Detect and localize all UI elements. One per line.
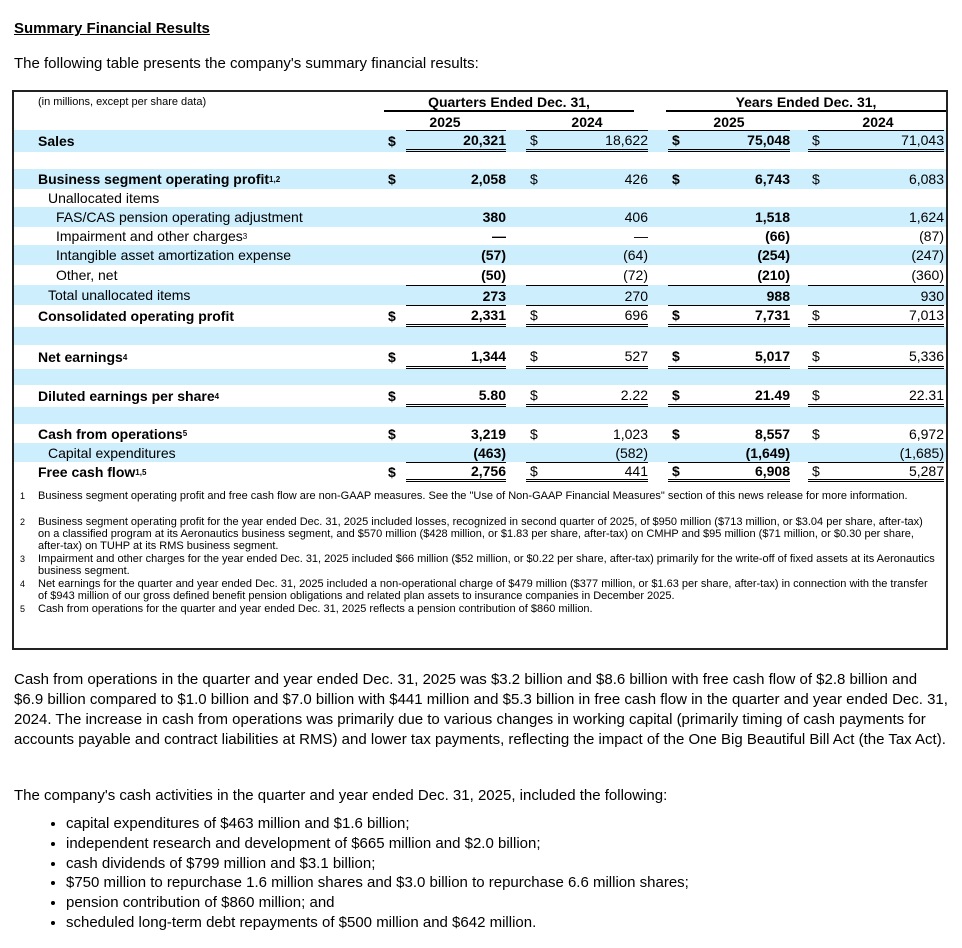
- value-cell: 3,219: [470, 425, 506, 442]
- row-label: [14, 265, 384, 285]
- value-cell: 2,058: [470, 171, 506, 187]
- currency-symbol: [384, 189, 406, 207]
- value-cell: (582): [615, 444, 648, 461]
- value-cell: 20,321: [406, 130, 506, 152]
- currency-symbol: [526, 245, 548, 265]
- column-gap: [506, 462, 526, 482]
- row-label: [14, 189, 384, 207]
- currency-symbol: $: [388, 171, 396, 187]
- row-label: [14, 385, 384, 407]
- value-cell: [690, 189, 790, 207]
- footnote: [20, 578, 935, 602]
- currency-symbol: $: [672, 171, 680, 187]
- column-gap: [790, 207, 808, 227]
- row-label: [14, 130, 384, 152]
- row-label-text: Intangible asset amortization expense: [56, 247, 292, 263]
- column-gap: [790, 305, 808, 327]
- footnote-text: Net earnings for the quarter and year ended Dec. 31, 2025 included a non-operational charge of $479 million ($377 million, or $1.63 per share, after-tax) in connection with the transfer of $943 million of our gross defined benefit pension obligations and related plan assets to insurance companies in December 2025.: [38, 578, 928, 602]
- currency-symbol: $: [808, 305, 830, 327]
- value-cell: (463): [473, 444, 506, 461]
- value-cell: (360): [911, 267, 944, 283]
- row-label-text: Unallocated items: [48, 190, 160, 206]
- currency-symbol: $: [668, 130, 690, 152]
- value-cell: 5,287: [830, 462, 944, 482]
- value-cell: 8,557: [754, 425, 790, 442]
- value-cell: 5.80: [406, 385, 506, 407]
- column-gap: [506, 265, 526, 285]
- currency-symbol: [526, 189, 548, 207]
- currency-symbol: $: [668, 345, 690, 369]
- value-cell: 21.49: [690, 385, 790, 407]
- currency-symbol: $: [388, 425, 396, 442]
- footnote-number: 1: [20, 491, 26, 501]
- value-cell: 75,048: [690, 130, 790, 152]
- currency-symbol: [808, 443, 830, 462]
- currency-symbol: $: [808, 345, 830, 369]
- footnote-ref: 4: [122, 352, 128, 362]
- list-item: • pension contribution of $860 million; and: [66, 893, 689, 913]
- table-row: [14, 130, 946, 152]
- value-cell: 22.31: [830, 385, 944, 407]
- currency-symbol: $: [526, 345, 548, 369]
- column-gap: [506, 424, 526, 443]
- currency-symbol: $: [388, 349, 396, 365]
- row-label: [14, 227, 384, 245]
- currency-symbol: [526, 265, 548, 285]
- table-row: [14, 462, 946, 482]
- table-row: [14, 443, 946, 462]
- row-label: [14, 424, 384, 443]
- footnote: [20, 553, 935, 577]
- footnote: [20, 516, 935, 552]
- value-cell: 273: [406, 285, 506, 305]
- row-label-text: FAS/CAS pension operating adjustment: [56, 209, 303, 225]
- cash-activities-list: [30, 814, 689, 933]
- row-label-text: Business segment operating profit: [38, 171, 270, 187]
- currency-symbol: $: [530, 171, 538, 187]
- column-gap: [506, 345, 526, 369]
- list-item: • independent research and development of $665 million and $2.0 billion;: [66, 834, 689, 854]
- column-gap: [648, 227, 668, 245]
- currency-symbol: $: [668, 305, 690, 327]
- value-cell: (254): [757, 247, 790, 263]
- header-quarters: Quarters Ended Dec. 31,: [384, 94, 634, 112]
- value-cell: 426: [624, 171, 648, 187]
- footnote-number: 4: [20, 579, 26, 589]
- value-cell: 6,083: [908, 171, 944, 187]
- column-gap: [648, 207, 668, 227]
- column-gap: [648, 424, 668, 443]
- column-gap: [506, 227, 526, 245]
- column-gap: [648, 130, 668, 152]
- currency-symbol: [526, 207, 548, 227]
- currency-symbol: [526, 227, 548, 245]
- column-gap: [648, 285, 668, 305]
- value-cell: 6,743: [754, 171, 790, 187]
- currency-symbol: [384, 285, 406, 305]
- value-cell: 6,908: [690, 462, 790, 482]
- value-cell: 7,013: [830, 305, 944, 327]
- list-item: • capital expenditures of $463 million and $1.6 billion;: [66, 814, 689, 834]
- column-gap: [648, 385, 668, 407]
- header-years: Years Ended Dec. 31,: [666, 94, 946, 112]
- column-gap: [790, 169, 808, 189]
- footnote-text: Business segment operating profit for the year ended Dec. 31, 2025 included losses, recognized in second quarter of 2025, of $950 million ($713 million, or $3.04 per share, after-tax) on a classified program at its Aeronautics business segment, and $570 million ($428 million, or $1.83 per share, after-tax) on CMHP and $95 million ($71 million, or $0.30 per share, after-tax) on TUHP at its RMS business segment.: [38, 516, 923, 552]
- currency-symbol: [384, 443, 406, 462]
- currency-symbol: $: [530, 425, 538, 442]
- table-row: [14, 345, 946, 369]
- column-gap: [790, 189, 808, 207]
- row-label-text: Other, net: [56, 267, 118, 283]
- spacer-row: [14, 327, 946, 345]
- column-gap: [506, 245, 526, 265]
- column-gap: [790, 285, 808, 305]
- value-cell: 18,622: [548, 130, 648, 152]
- column-gap: [648, 443, 668, 462]
- column-gap: [790, 345, 808, 369]
- column-gap: [648, 462, 668, 482]
- footnote-ref: 4: [214, 391, 220, 401]
- value-cell: [548, 189, 648, 207]
- currency-symbol: [384, 227, 406, 245]
- value-cell: —: [634, 228, 648, 244]
- currency-symbol: [668, 207, 690, 227]
- currency-symbol: [668, 265, 690, 285]
- value-cell: [830, 189, 944, 207]
- value-cell: 1,344: [406, 345, 506, 369]
- cash-activities-intro: The company's cash activities in the quarter and year ended Dec. 31, 2025, included the following:: [14, 787, 668, 804]
- table-row: [14, 227, 946, 245]
- currency-symbol: $: [388, 308, 396, 324]
- column-gap: [790, 443, 808, 462]
- table-row: [14, 305, 946, 327]
- column-gap: [506, 169, 526, 189]
- header-q2025: 2025: [429, 114, 461, 130]
- value-cell: (1,685): [899, 444, 944, 461]
- currency-symbol: $: [808, 130, 830, 152]
- value-cell: 1,624: [908, 209, 944, 225]
- row-label: [14, 207, 384, 227]
- list-item: • $750 million to repurchase 1.6 million shares and $3.0 billion to repurchase 6.6 million shares;: [66, 873, 689, 893]
- row-label-text: Total unallocated items: [48, 287, 191, 303]
- value-cell: 406: [624, 209, 648, 225]
- value-cell: 527: [548, 345, 648, 369]
- currency-symbol: [668, 443, 690, 462]
- column-gap: [648, 345, 668, 369]
- row-label: [14, 169, 384, 189]
- value-cell: 6,972: [908, 425, 944, 442]
- value-cell: 2,756: [406, 462, 506, 482]
- currency-symbol: [526, 443, 548, 462]
- footnote-text: Impairment and other charges for the year ended Dec. 31, 2025 included $66 million ($52 million, or $0.22 per share, after-tax) primarily for the write-off of fixed assets at its Aeronautics business segment.: [38, 553, 935, 577]
- value-cell: 2,331: [406, 305, 506, 327]
- currency-symbol: [526, 285, 548, 305]
- spacer-row: [14, 152, 946, 169]
- currency-symbol: $: [812, 171, 820, 187]
- value-cell: —: [492, 228, 506, 244]
- column-gap: [790, 245, 808, 265]
- table-row: [14, 169, 946, 189]
- column-gap: [506, 305, 526, 327]
- footnote: [20, 603, 935, 615]
- intro-text: The following table presents the company's summary financial results:: [14, 55, 479, 72]
- value-cell: 988: [690, 285, 790, 305]
- footnote-number: 2: [20, 517, 26, 527]
- column-gap: [790, 462, 808, 482]
- row-label: [14, 443, 384, 462]
- currency-symbol: $: [672, 425, 680, 442]
- value-cell: (57): [481, 247, 506, 263]
- value-cell: 71,043: [830, 130, 944, 152]
- currency-symbol: [384, 245, 406, 265]
- currency-symbol: [808, 227, 830, 245]
- currency-symbol: $: [526, 130, 548, 152]
- currency-symbol: [808, 265, 830, 285]
- currency-symbol: [808, 189, 830, 207]
- value-cell: (87): [919, 228, 944, 244]
- value-cell: (210): [757, 267, 790, 283]
- row-label-text: Sales: [38, 133, 75, 149]
- column-gap: [648, 265, 668, 285]
- value-cell: (247): [911, 247, 944, 263]
- column-gap: [790, 227, 808, 245]
- section-title: Summary Financial Results: [14, 20, 210, 37]
- value-cell: 441: [548, 462, 648, 482]
- list-item: • cash dividends of $799 million and $3.1 billion;: [66, 854, 689, 874]
- value-cell: 7,731: [690, 305, 790, 327]
- header-y2024: 2024: [862, 114, 894, 130]
- currency-symbol: $: [388, 133, 396, 149]
- currency-symbol: [668, 227, 690, 245]
- row-label: [14, 345, 384, 369]
- footnote-ref: 5: [182, 429, 188, 438]
- column-gap: [648, 169, 668, 189]
- row-label: [14, 462, 384, 482]
- row-label-text: Cash from operations: [38, 425, 183, 442]
- column-gap: [506, 189, 526, 207]
- value-cell: 1,518: [754, 209, 790, 225]
- value-cell: [406, 189, 506, 207]
- value-cell: (66): [765, 228, 790, 244]
- table-row: [14, 265, 946, 285]
- currency-symbol: [808, 285, 830, 305]
- currency-symbol: $: [526, 385, 548, 407]
- footnote: [20, 490, 935, 502]
- column-gap: [648, 245, 668, 265]
- row-label-text: Diluted earnings per share: [38, 388, 215, 404]
- column-gap: [506, 385, 526, 407]
- value-cell: 380: [482, 209, 506, 225]
- currency-symbol: $: [812, 425, 820, 442]
- currency-symbol: [384, 265, 406, 285]
- footnote-text: Business segment operating profit and free cash flow are non-GAAP measures. See the "Use of Non-GAAP Financial Measures" section of this news release for more information.: [38, 490, 908, 502]
- currency-symbol: $: [388, 388, 396, 404]
- table-row: [14, 189, 946, 207]
- spacer-row: [14, 369, 946, 385]
- currency-symbol: $: [526, 305, 548, 327]
- spacer-row: [14, 407, 946, 424]
- footnote-number: 3: [20, 554, 26, 564]
- value-cell: (72): [623, 267, 648, 283]
- currency-symbol: [668, 285, 690, 305]
- header-q2024: 2024: [571, 114, 603, 130]
- row-label: [14, 305, 384, 327]
- value-cell: 5,017: [690, 345, 790, 369]
- row-label-text: Capital expenditures: [48, 444, 176, 461]
- currency-symbol: [384, 207, 406, 227]
- footnote-text: Cash from operations for the quarter and year ended Dec. 31, 2025 reflects a pension contribution of $860 million.: [38, 603, 593, 615]
- currency-symbol: [808, 245, 830, 265]
- currency-symbol: $: [808, 385, 830, 407]
- currency-symbol: $: [808, 462, 830, 482]
- currency-symbol: [808, 207, 830, 227]
- value-cell: 696: [548, 305, 648, 327]
- row-label-text: Net earnings: [38, 349, 123, 365]
- column-gap: [506, 130, 526, 152]
- currency-symbol: [668, 189, 690, 207]
- currency-symbol: $: [668, 462, 690, 482]
- currency-symbol: [668, 245, 690, 265]
- table-row: [14, 207, 946, 227]
- table-row: [14, 285, 946, 305]
- header-y2025: 2025: [713, 114, 745, 130]
- column-gap: [506, 207, 526, 227]
- footnote-ref: 1,2: [269, 174, 281, 184]
- column-gap: [790, 130, 808, 152]
- column-gap: [790, 424, 808, 443]
- value-cell: 930: [830, 285, 944, 305]
- footnote-ref: 1,5: [135, 467, 147, 477]
- footnote-ref: 3: [242, 231, 248, 241]
- table-row: [14, 245, 946, 265]
- column-gap: [790, 265, 808, 285]
- column-gap: [506, 443, 526, 462]
- value-cell: 5,336: [830, 345, 944, 369]
- value-cell: 1,023: [612, 425, 648, 442]
- value-cell: 270: [548, 285, 648, 305]
- column-gap: [648, 305, 668, 327]
- currency-symbol: $: [526, 462, 548, 482]
- row-label: [14, 285, 384, 305]
- financial-table: [12, 90, 948, 650]
- row-label: [14, 245, 384, 265]
- footnote-number: 5: [20, 604, 26, 614]
- currency-symbol: $: [388, 464, 396, 480]
- column-gap: [790, 385, 808, 407]
- table-row: [14, 385, 946, 407]
- column-gap: [506, 285, 526, 305]
- value-cell: (50): [481, 267, 506, 283]
- row-label-text: Free cash flow: [38, 464, 136, 480]
- row-label-text: Consolidated operating profit: [38, 308, 234, 324]
- value-cell: 2.22: [548, 385, 648, 407]
- cash-paragraph: Cash from operations in the quarter and year ended Dec. 31, 2025 was $3.2 billion and $8.6 billion with free cash flow of $2.8 billion and $6.9 billion compared to $1.0 billion and $7.0 billion with $441 million and $5.3 billion in free cash flow in the quarter and year ended Dec. 31, 2024. The increase in cash from operations was primarily due to various changes in working capital (primarily timing of cash payments for accounts payable and contract liabilities at RMS) and lower tax payments, reflecting the impact of the One Big Beautiful Bill Act (the Tax Act).: [14, 671, 948, 748]
- units-note: (in millions, except per share data): [38, 96, 207, 108]
- value-cell: (64): [623, 247, 648, 263]
- currency-symbol: $: [668, 385, 690, 407]
- value-cell: (1,649): [745, 444, 790, 461]
- row-label-text: Impairment and other charges: [56, 228, 243, 244]
- table-row: [14, 424, 946, 443]
- list-item: • scheduled long-term debt repayments of $500 million and $642 million.: [66, 913, 689, 933]
- column-gap: [648, 189, 668, 207]
